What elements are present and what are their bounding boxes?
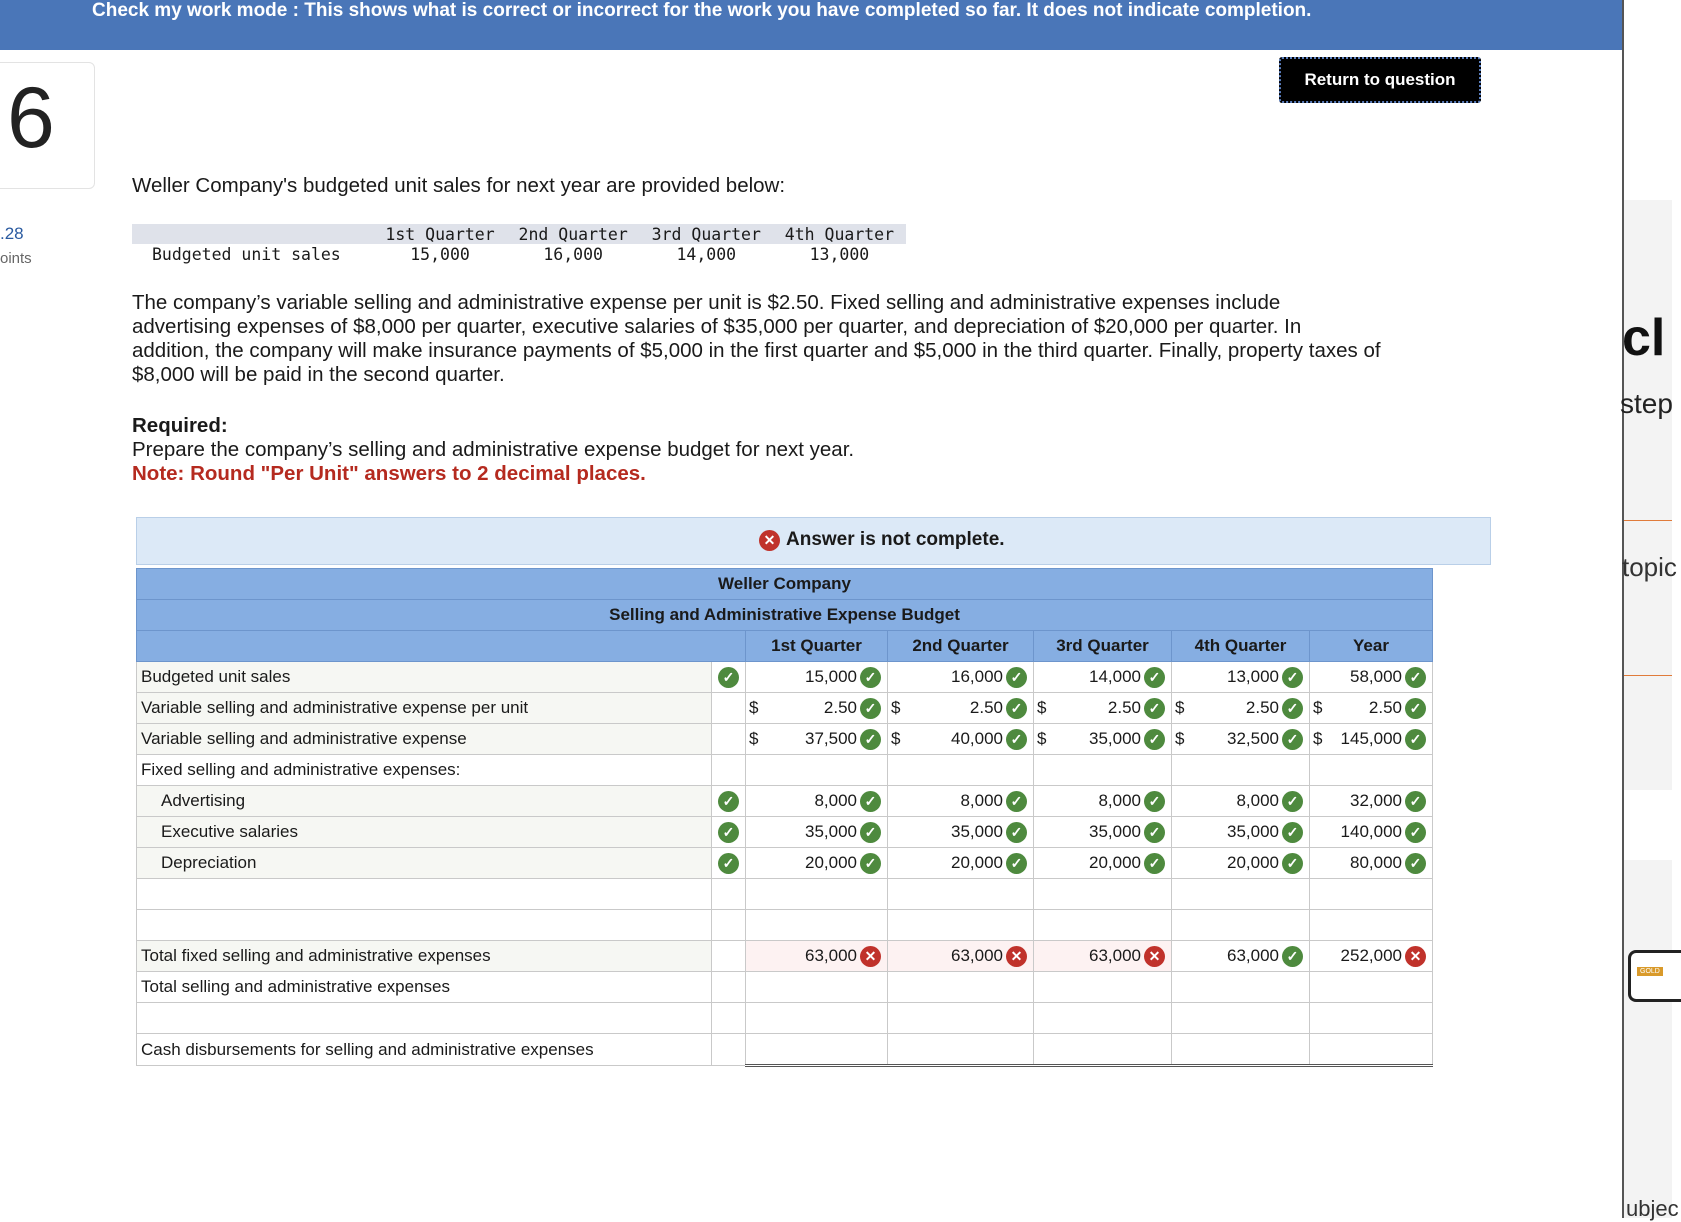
cell-q1[interactable] [746,848,888,879]
cell-q3[interactable] [1034,1034,1172,1066]
cell-value: 2.50 [1107,698,1141,717]
correct-icon: ✓ [718,791,739,812]
row-status [712,1034,746,1066]
row-label: Cash disbursements for selling and administrative expenses [137,1034,712,1066]
required-heading: Required: [132,414,228,437]
budget-row [137,848,1433,879]
row-label: Executive salaries [137,817,712,848]
budget-row [137,972,1433,1003]
row-label: Fixed selling and administrative expenses: [137,755,712,786]
side-subject-text: ubjec [1626,1196,1679,1221]
row-status [712,755,746,786]
currency-symbol: $ [891,729,901,748]
cell-q4[interactable] [1172,972,1310,1003]
cell-q3[interactable] [1034,848,1172,879]
cell-q1[interactable] [746,910,888,941]
cell-value: 8,000 [814,791,857,810]
row-status [712,817,746,848]
row-label: Budgeted unit sales [137,662,712,693]
unit-header-q3: 3rd Quarter [640,224,773,244]
col-header-year: Year [1310,631,1433,662]
points-value: .28 [0,224,24,243]
cell-q1[interactable] [746,941,888,972]
question-number-card[interactable] [0,62,95,189]
cell-q4[interactable] [1172,910,1310,941]
correct-icon: ✓ [860,729,881,750]
cell-year[interactable] [1310,1003,1433,1034]
cell-value: 20,000 [805,853,857,872]
side-topic-text: topic [1622,552,1677,582]
return-to-question-button[interactable]: Return to question [1279,57,1481,103]
side-heading: cl [1622,309,1666,367]
cell-value: 2.50 [1245,698,1279,717]
cell-q1[interactable] [746,693,888,724]
unit-row-label: Budgeted unit sales [152,244,341,264]
row-status [712,910,746,941]
row-label [137,1003,712,1034]
cell-year[interactable] [1310,1034,1433,1066]
cell-value: 63,000 [951,946,1003,965]
cell-value: 14,000 [1089,667,1141,686]
cell-q1[interactable] [746,972,888,1003]
correct-icon: ✓ [1282,946,1303,967]
unit-header-q2: 2nd Quarter [507,224,640,244]
required-note: Note: Round "Per Unit" answers to 2 decimal places. [132,462,646,485]
correct-icon: ✓ [1282,667,1303,688]
budget-row [137,879,1433,910]
col-header-q4: 4th Quarter [1172,631,1310,662]
cell-value: 35,000 [951,822,1003,841]
correct-icon: ✓ [860,791,881,812]
incorrect-icon: ✕ [860,946,881,967]
cell-value: 63,000 [1089,946,1141,965]
cell-value: 2.50 [823,698,857,717]
correct-icon: ✓ [1006,729,1027,750]
cell-value: 20,000 [1227,853,1279,872]
col-header-q2: 2nd Quarter [888,631,1034,662]
correct-icon: ✓ [1282,822,1303,843]
cell-value: 20,000 [1089,853,1141,872]
budget-table [136,568,1433,1067]
cell-year[interactable] [1310,910,1433,941]
currency-symbol: $ [1313,729,1323,748]
problem-paragraph: The company’s variable selling and administrative expense per unit is $2.50. Fixed selling and administrative expenses include advertising expenses of $8,000 per quarter, executive salaries of $35,000 per quarter, and depreciation of $20,000 per quarter. In addition, the company will make insurance payments of $5,000 in the first quarter and $5,000 in the third quarter. Finally, property taxes of $8,000 will be paid in the second quarter. [132,291,1381,386]
cell-value: 16,000 [951,667,1003,686]
correct-icon: ✓ [1006,853,1027,874]
cell-value: 145,000 [1340,729,1402,748]
budget-row [137,1034,1433,1066]
cell-value: 63,000 [1227,946,1279,965]
correct-icon: ✓ [860,822,881,843]
cell-q3[interactable] [1034,1003,1172,1034]
cell-year[interactable] [1310,755,1433,786]
correct-icon: ✓ [1006,667,1027,688]
side-panel [1620,0,1679,1221]
incorrect-icon: ✕ [1006,946,1027,967]
cell-q2[interactable] [888,848,1034,879]
cell-year[interactable] [1310,848,1433,879]
correct-icon: ✓ [718,667,739,688]
cell-value: 40,000 [951,729,1003,748]
cell-year[interactable] [1310,693,1433,724]
cell-q1[interactable] [746,724,888,755]
cell-value: 8,000 [1236,791,1279,810]
cell-q3[interactable] [1034,786,1172,817]
correct-icon: ✓ [718,822,739,843]
cell-q1[interactable] [746,1003,888,1034]
correct-icon: ✓ [1144,698,1165,719]
row-label: Total fixed selling and administrative expenses [137,941,712,972]
side-step-text: step [1620,388,1673,419]
correct-icon: ✓ [860,853,881,874]
cell-q1[interactable] [746,662,888,693]
budget-row [137,662,1433,693]
cell-year[interactable] [1310,817,1433,848]
currency-symbol: $ [1037,698,1047,717]
cell-q4[interactable] [1172,879,1310,910]
required-text: Prepare the company’s selling and administrative expense budget for next year. [132,438,855,461]
cell-value: 8,000 [960,791,1003,810]
cell-q4[interactable] [1172,662,1310,693]
cell-q2[interactable] [888,879,1034,910]
correct-icon: ✓ [1405,791,1426,812]
cell-q3[interactable] [1034,693,1172,724]
cell-q1[interactable] [746,817,888,848]
correct-icon: ✓ [1405,822,1426,843]
unit-header-q1: 1st Quarter [373,224,506,244]
budget-row [137,724,1433,755]
correct-icon: ✓ [860,667,881,688]
cell-q4[interactable] [1172,817,1310,848]
correct-icon: ✓ [1282,791,1303,812]
cell-q1[interactable] [746,1034,888,1066]
gold-badge-label: GOLD [1637,967,1663,976]
budget-row [137,786,1433,817]
unit-header-q4: 4th Quarter [773,224,906,244]
unit-sales-table [132,224,906,264]
budget-row [137,693,1433,724]
cell-value: 20,000 [951,853,1003,872]
cell-value: 35,000 [805,822,857,841]
cell-q2[interactable] [888,972,1034,1003]
cell-year[interactable] [1310,662,1433,693]
cell-year[interactable] [1310,724,1433,755]
currency-symbol: $ [1175,698,1185,717]
incorrect-icon: ✕ [759,530,780,551]
cell-q4[interactable] [1172,724,1310,755]
correct-icon: ✓ [1282,729,1303,750]
cell-value: 13,000 [1227,667,1279,686]
cell-value: 80,000 [1350,853,1402,872]
banner-text: Check my work mode : This shows what is correct or incorrect for the work you have completed so far. It does not indicate completion. [92,0,1312,21]
row-status [712,724,746,755]
unit-value-q1: 15,000 [410,244,470,264]
check-work-banner [0,0,1622,50]
cell-q3[interactable] [1034,755,1172,786]
budget-company: Weller Company [137,569,1433,600]
row-status [712,662,746,693]
budget-row [137,910,1433,941]
cell-q1[interactable] [746,755,888,786]
cell-q2[interactable] [888,755,1034,786]
incorrect-icon: ✕ [1144,946,1165,967]
correct-icon: ✓ [1405,667,1426,688]
row-label: Total selling and administrative expenses [137,972,712,1003]
points-label: oints [0,250,32,267]
correct-icon: ✓ [1144,729,1165,750]
unit-value-q4: 13,000 [809,244,870,264]
currency-symbol: $ [891,698,901,717]
cell-year[interactable] [1310,972,1433,1003]
cell-value: 2.50 [1368,698,1402,717]
cell-q2[interactable] [888,817,1034,848]
correct-icon: ✓ [1282,698,1303,719]
status-message: Answer is not complete. [786,529,1005,550]
correct-icon: ✓ [1006,822,1027,843]
cell-value: 32,000 [1350,791,1402,810]
budget-row [137,1003,1433,1034]
correct-icon: ✓ [1144,822,1165,843]
row-label: Variable selling and administrative expense [137,724,712,755]
correct-icon: ✓ [1006,698,1027,719]
intro-text: Weller Company's budgeted unit sales for next year are provided below: [132,174,786,197]
currency-symbol: $ [1313,698,1323,717]
answer-status-bar [136,517,1491,565]
cell-value: 35,000 [1089,822,1141,841]
cell-q2[interactable] [888,662,1034,693]
cell-q3[interactable] [1034,910,1172,941]
row-status [712,693,746,724]
row-status [712,972,746,1003]
correct-icon: ✓ [1282,853,1303,874]
unit-value-q3: 14,000 [676,244,737,264]
row-label [137,879,712,910]
budget-row [137,941,1433,972]
col-header-q1: 1st Quarter [746,631,888,662]
row-label: Depreciation [137,848,712,879]
correct-icon: ✓ [1006,791,1027,812]
cell-value: 35,000 [1227,822,1279,841]
cell-year[interactable] [1310,879,1433,910]
currency-symbol: $ [749,698,759,717]
cell-q2[interactable] [888,1034,1034,1066]
gold-badge[interactable] [1628,950,1681,1002]
cell-q3[interactable] [1034,941,1172,972]
cell-q4[interactable] [1172,848,1310,879]
cell-year[interactable] [1310,941,1433,972]
row-label: Variable selling and administrative expense per unit [137,693,712,724]
cell-value: 140,000 [1340,822,1402,841]
cell-q2[interactable] [888,693,1034,724]
cell-q3[interactable] [1034,972,1172,1003]
currency-symbol: $ [1175,729,1185,748]
cell-value: 32,500 [1227,729,1279,748]
cell-q1[interactable] [746,786,888,817]
correct-icon: ✓ [718,853,739,874]
budget-row [137,817,1433,848]
cell-q4[interactable] [1172,786,1310,817]
correct-icon: ✓ [1144,667,1165,688]
row-status [712,879,746,910]
cell-q3[interactable] [1034,879,1172,910]
budget-title: Selling and Administrative Expense Budget [137,600,1433,631]
correct-icon: ✓ [1144,791,1165,812]
correct-icon: ✓ [860,698,881,719]
cell-value: 2.50 [969,698,1003,717]
cell-q4[interactable] [1172,693,1310,724]
row-label: Advertising [137,786,712,817]
cell-q1[interactable] [746,879,888,910]
incorrect-icon: ✕ [1405,946,1426,967]
cell-q2[interactable] [888,941,1034,972]
row-status [712,1003,746,1034]
cell-q4[interactable] [1172,941,1310,972]
cell-value: 58,000 [1350,667,1402,686]
cell-q3[interactable] [1034,817,1172,848]
question-number: 6 [7,70,55,166]
cell-q4[interactable] [1172,1034,1310,1066]
correct-icon: ✓ [1405,698,1426,719]
cell-q2[interactable] [888,1003,1034,1034]
cell-year[interactable] [1310,786,1433,817]
row-label [137,910,712,941]
currency-symbol: $ [1037,729,1047,748]
cell-q3[interactable] [1034,724,1172,755]
cell-q4[interactable] [1172,755,1310,786]
row-status [712,786,746,817]
correct-icon: ✓ [1405,729,1426,750]
cell-value: 8,000 [1098,791,1141,810]
correct-icon: ✓ [1405,853,1426,874]
correct-icon: ✓ [1144,853,1165,874]
row-status [712,848,746,879]
cell-q3[interactable] [1034,662,1172,693]
currency-symbol: $ [749,729,759,748]
unit-value-q2: 16,000 [543,244,603,264]
cell-value: 252,000 [1340,946,1402,965]
col-header-q3: 3rd Quarter [1034,631,1172,662]
cell-value: 35,000 [1089,729,1141,748]
budget-row [137,755,1433,786]
cell-q2[interactable] [888,910,1034,941]
cell-q2[interactable] [888,786,1034,817]
cell-q2[interactable] [888,724,1034,755]
cell-value: 63,000 [805,946,857,965]
cell-value: 15,000 [805,667,857,686]
cell-q4[interactable] [1172,1003,1310,1034]
cell-value: 37,500 [805,729,857,748]
row-status [712,941,746,972]
